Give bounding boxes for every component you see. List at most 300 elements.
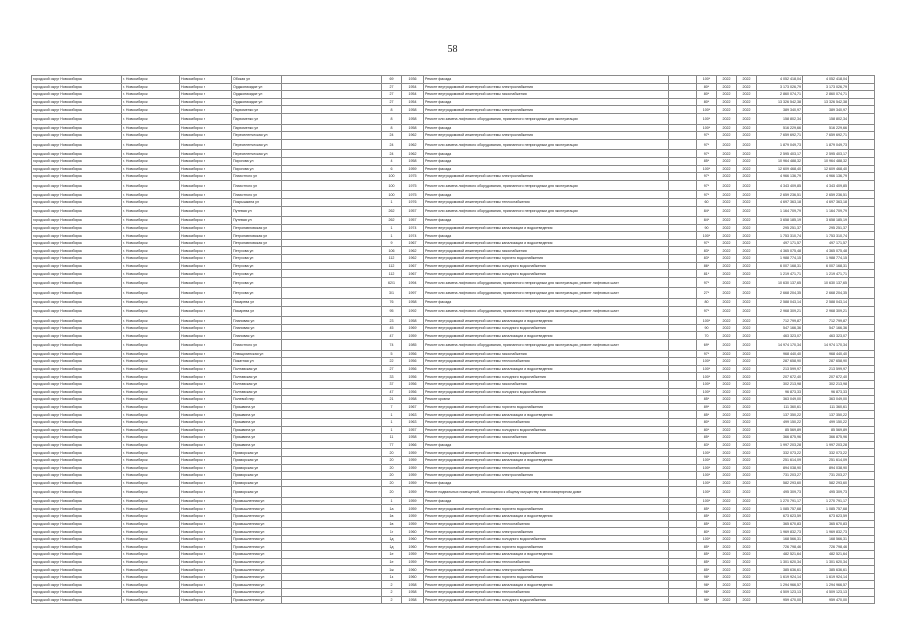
year-to-cell: 2022 — [737, 449, 757, 457]
table-row — [32, 255, 875, 263]
city-cell: Новосибирск г — [180, 247, 232, 255]
cost-total-cell: 499 150,22 — [757, 418, 803, 426]
year-from-cell: 2022 — [717, 76, 737, 84]
deterioration-cell: 98* — [697, 573, 717, 581]
street-cell: Переселенческая ул — [232, 132, 282, 140]
blank-cell — [282, 76, 382, 84]
street-cell: Пархоменко ул — [232, 113, 282, 124]
year-to-cell: 2022 — [737, 487, 757, 498]
city-cell: Новосибирск г — [180, 365, 232, 373]
blank-cell — [282, 411, 382, 419]
cost-total-cell: 673 623,59 — [757, 513, 803, 521]
municipality-cell: городской округ Новосибирск — [32, 479, 122, 487]
year-from-cell: 2022 — [717, 464, 737, 472]
extra-cell — [669, 165, 697, 173]
city-cell: Новосибирск г — [180, 513, 232, 521]
blank-cell — [849, 513, 875, 521]
table-row — [32, 411, 875, 419]
street-cell: Путевая ул — [232, 217, 282, 225]
year-to-cell: 2022 — [737, 262, 757, 270]
street-cell: Приморская ул — [232, 487, 282, 498]
municipality-cell: городской округ Новосибирск — [32, 581, 122, 589]
street-cell: Приморская ул — [232, 464, 282, 472]
blank-cell — [282, 441, 382, 449]
table-row — [32, 449, 875, 457]
municipality-cell: городской округ Новосибирск — [32, 373, 122, 381]
work-type-cell: Ремонт внутридомовой инженерной системы электроснабжения — [424, 173, 669, 181]
extra-cell — [669, 83, 697, 91]
cost-fund-cell: 287 658,90 — [803, 358, 849, 366]
year-cell: 1969 — [402, 324, 424, 332]
table-row — [32, 513, 875, 521]
street-cell: Промышленная ул — [232, 543, 282, 551]
work-type-cell: Ремонт фасада — [424, 165, 669, 173]
street-cell: Пирогова ул — [232, 157, 282, 165]
work-type-cell: Ремонт внутридомовой инженерной системы горячего водоснабжения — [424, 403, 669, 411]
house-cell: 1ж — [382, 566, 402, 574]
blank-cell — [282, 270, 382, 278]
work-type-cell: Ремонт внутридомовой инженерной системы электроснабжения — [424, 472, 669, 480]
locality-cell: г. Новосибирск — [122, 350, 180, 358]
year-to-cell: 2022 — [737, 426, 757, 434]
extra-cell — [669, 262, 697, 270]
year-cell: 1962 — [402, 255, 424, 263]
locality-cell: г. Новосибирск — [122, 277, 180, 288]
work-type-cell: Ремонт внутридомовой инженерной системы канализации и водоотведения — [424, 239, 669, 247]
cost-fund-cell: 85 569,89 — [803, 426, 849, 434]
cost-fund-cell: 13 326 542,38 — [803, 98, 849, 106]
cost-fund-cell: 2 588 043,14 — [803, 299, 849, 307]
municipality-cell: городской округ Новосибирск — [32, 262, 122, 270]
city-cell: Новосибирск г — [180, 380, 232, 388]
page-number: 58 — [447, 44, 458, 55]
table-row — [32, 198, 875, 206]
house-cell: 22 — [382, 358, 402, 366]
blank-cell — [849, 589, 875, 597]
cost-fund-cell: 1 753 310,74 — [803, 232, 849, 240]
blank-cell — [849, 247, 875, 255]
blank-cell — [282, 350, 382, 358]
cost-total-cell: 85 569,89 — [757, 426, 803, 434]
year-cell: 1992 — [402, 306, 424, 317]
year-cell: 1963 — [402, 418, 424, 426]
house-cell: 1в — [382, 520, 402, 528]
table-body — [32, 76, 875, 604]
blank-cell — [849, 157, 875, 165]
locality-cell: г. Новосибирск — [122, 191, 180, 199]
table-row — [32, 332, 875, 340]
blank-cell — [849, 403, 875, 411]
house-cell: 20 — [382, 487, 402, 498]
locality-cell: г. Новосибирск — [122, 124, 180, 132]
blank-cell — [849, 418, 875, 426]
deterioration-cell: 80* — [697, 418, 717, 426]
blank-cell — [849, 198, 875, 206]
table-row — [32, 558, 875, 566]
extra-cell — [669, 124, 697, 132]
municipality-cell: городской округ Новосибирск — [32, 528, 122, 536]
table-row — [32, 340, 875, 351]
table-row — [32, 426, 875, 434]
table-row — [32, 589, 875, 597]
cost-fund-cell: 1 997 203,28 — [803, 441, 849, 449]
cost-total-cell: 1 619 924,14 — [757, 573, 803, 581]
municipality-cell: городской округ Новосибирск — [32, 180, 122, 191]
locality-cell: г. Новосибирск — [122, 358, 180, 366]
cost-fund-cell: 1 988 774,15 — [803, 255, 849, 263]
year-to-cell: 2022 — [737, 373, 757, 381]
house-cell: 24 — [382, 132, 402, 140]
year-to-cell: 2022 — [737, 198, 757, 206]
street-cell: Промышленная ул — [232, 528, 282, 536]
year-from-cell: 2022 — [717, 456, 737, 464]
municipality-cell: городской округ Новосибирск — [32, 441, 122, 449]
cost-total-cell: 731 203,27 — [757, 472, 803, 480]
city-cell: Новосибирск г — [180, 441, 232, 449]
street-cell: Промышленная ул — [232, 558, 282, 566]
cost-fund-cell: 673 623,59 — [803, 513, 849, 521]
work-type-cell: Ремонт внутридомовой инженерной системы холодного водоснабжения — [424, 324, 669, 332]
deterioration-cell: 80* — [697, 83, 717, 91]
work-type-cell: Ремонт внутридомовой инженерной системы газоснабжения — [424, 434, 669, 442]
city-cell: Новосибирск г — [180, 191, 232, 199]
work-type-cell: Ремонт или замена лифтового оборудования, признанного непригодным для эксплуатации — [424, 206, 669, 217]
extra-cell — [669, 388, 697, 396]
year-cell: 1956 — [402, 358, 424, 366]
street-cell: Пришвина ул — [232, 434, 282, 442]
deterioration-cell: 100* — [697, 487, 717, 498]
blank-cell — [849, 191, 875, 199]
locality-cell: г. Новосибирск — [122, 76, 180, 84]
year-cell: 1967 — [402, 270, 424, 278]
street-cell: Полтавская ул — [232, 373, 282, 381]
blank-cell — [849, 299, 875, 307]
house-cell: 1 — [382, 224, 402, 232]
deterioration-cell: 80* — [697, 98, 717, 106]
street-cell: Переселенческая ул — [232, 139, 282, 150]
locality-cell: г. Новосибирск — [122, 139, 180, 150]
work-type-cell: Ремонт или замена лифтового оборудования, признанного непригодным для эксплуатации, ремонт лифтовых шахт — [424, 277, 669, 288]
year-cell: 1958 — [402, 596, 424, 604]
work-type-cell: Ремонт внутридомовой инженерной системы горячего водоснабжения — [424, 255, 669, 263]
year-to-cell: 2022 — [737, 497, 757, 505]
cost-total-cell: 712 799,87 — [757, 317, 803, 325]
table-row — [32, 76, 875, 84]
deterioration-cell: 100* — [697, 456, 717, 464]
blank-cell — [849, 380, 875, 388]
cost-fund-cell: 2 860 074,71 — [803, 91, 849, 99]
deterioration-cell: 60 — [697, 198, 717, 206]
blank-cell — [282, 589, 382, 597]
blank-cell — [849, 497, 875, 505]
table-row — [32, 91, 875, 99]
extra-cell — [669, 91, 697, 99]
street-cell: Плющихинская ул — [232, 350, 282, 358]
year-cell: 1958 — [402, 317, 424, 325]
work-type-cell: Ремонт внутридомовой инженерной системы холодного водоснабжения — [424, 388, 669, 396]
city-cell: Новосибирск г — [180, 396, 232, 404]
cost-fund-cell: 251 614,09 — [803, 456, 849, 464]
work-type-cell: Ремонт фасада — [424, 299, 669, 307]
city-cell: Новосибирск г — [180, 288, 232, 299]
cost-fund-cell: 4 697 363,18 — [803, 198, 849, 206]
city-cell: Новосибирск г — [180, 106, 232, 114]
cost-total-cell: 2 659 236,51 — [757, 191, 803, 199]
cost-fund-cell: 1 270 791,17 — [803, 497, 849, 505]
deterioration-cell: 100* — [697, 472, 717, 480]
blank-cell — [282, 288, 382, 299]
street-cell: Пархоменко ул — [232, 106, 282, 114]
blank-cell — [849, 581, 875, 589]
year-from-cell: 2022 — [717, 441, 737, 449]
table-row — [32, 573, 875, 581]
year-from-cell: 2022 — [717, 132, 737, 140]
house-cell: 33 — [382, 373, 402, 381]
cost-total-cell: 365 670,83 — [757, 520, 803, 528]
house-cell: 8 — [382, 124, 402, 132]
table-row — [32, 262, 875, 270]
locality-cell: г. Новосибирск — [122, 180, 180, 191]
cost-fund-cell: 968 440,40 — [803, 350, 849, 358]
extra-cell — [669, 479, 697, 487]
year-to-cell: 2022 — [737, 206, 757, 217]
locality-cell: г. Новосибирск — [122, 83, 180, 91]
table-row — [32, 418, 875, 426]
year-to-cell: 2022 — [737, 217, 757, 225]
municipality-cell: городской округ Новосибирск — [32, 380, 122, 388]
work-type-cell: Ремонт внутридомовой инженерной системы канализации и водоотведения — [424, 317, 669, 325]
year-to-cell: 2022 — [737, 139, 757, 150]
year-to-cell: 2022 — [737, 91, 757, 99]
year-cell: 1958 — [402, 581, 424, 589]
year-cell: 1956 — [402, 388, 424, 396]
municipality-cell: городской округ Новосибирск — [32, 403, 122, 411]
deterioration-cell: 100* — [697, 365, 717, 373]
locality-cell: г. Новосибирск — [122, 472, 180, 480]
extra-cell — [669, 426, 697, 434]
street-cell: Обская ул — [232, 76, 282, 84]
blank-cell — [849, 317, 875, 325]
house-cell: 1в — [382, 513, 402, 521]
locality-cell: г. Новосибирск — [122, 239, 180, 247]
extra-cell — [669, 306, 697, 317]
year-to-cell: 2022 — [737, 472, 757, 480]
table-row — [32, 358, 875, 366]
extra-cell — [669, 487, 697, 498]
year-cell: 1936 — [402, 76, 424, 84]
municipality-cell: городской округ Новосибирск — [32, 497, 122, 505]
year-cell: 1960 — [402, 528, 424, 536]
locality-cell: г. Новосибирск — [122, 464, 180, 472]
deterioration-cell: 100* — [697, 388, 717, 396]
blank-cell — [849, 388, 875, 396]
table-row — [32, 83, 875, 91]
work-type-cell: Ремонт внутридомовой инженерной системы холодного водоснабжения — [424, 373, 669, 381]
year-to-cell: 2022 — [737, 255, 757, 263]
table-row — [32, 505, 875, 513]
city-cell: Новосибирск г — [180, 277, 232, 288]
year-from-cell: 2022 — [717, 396, 737, 404]
house-cell: 62/1 — [382, 277, 402, 288]
municipality-cell: городской округ Новосибирск — [32, 247, 122, 255]
municipality-cell: городской округ Новосибирск — [32, 505, 122, 513]
deterioration-cell: 85* — [697, 157, 717, 165]
locality-cell: г. Новосибирск — [122, 150, 180, 158]
deterioration-cell: 90 — [697, 224, 717, 232]
year-cell: 1957 — [402, 217, 424, 225]
cost-fund-cell: 516 229,66 — [803, 124, 849, 132]
deterioration-cell: 80 — [697, 299, 717, 307]
table-row — [32, 299, 875, 307]
year-cell: 1960 — [402, 573, 424, 581]
year-to-cell: 2022 — [737, 277, 757, 288]
cost-fund-cell: 2 668 204,35 — [803, 288, 849, 299]
blank-cell — [282, 324, 382, 332]
municipality-cell: городской округ Новосибирск — [32, 418, 122, 426]
deterioration-cell: 100* — [697, 317, 717, 325]
locality-cell: г. Новосибирск — [122, 558, 180, 566]
blank-cell — [849, 411, 875, 419]
street-cell: Орджоникидзе ул — [232, 91, 282, 99]
work-type-cell: Ремонт внутридомовой инженерной системы газоснабжения — [424, 247, 669, 255]
locality-cell: г. Новосибирск — [122, 198, 180, 206]
extra-cell — [669, 299, 697, 307]
year-from-cell: 2022 — [717, 239, 737, 247]
blank-cell — [282, 124, 382, 132]
deterioration-cell: 90 — [697, 324, 717, 332]
year-to-cell: 2022 — [737, 132, 757, 140]
year-to-cell: 2022 — [737, 324, 757, 332]
year-cell: 1959 — [402, 513, 424, 521]
house-cell: 2 — [382, 596, 402, 604]
city-cell: Новосибирск г — [180, 566, 232, 574]
cost-total-cell: 168 566,31 — [757, 535, 803, 543]
blank-cell — [849, 566, 875, 574]
deterioration-cell: 85* — [697, 520, 717, 528]
house-cell: 1е — [382, 551, 402, 559]
table-row — [32, 224, 875, 232]
locality-cell: г. Новосибирск — [122, 113, 180, 124]
street-cell: Писарева ул — [232, 299, 282, 307]
blank-cell — [282, 558, 382, 566]
extra-cell — [669, 441, 697, 449]
work-type-cell: Ремонт фасада — [424, 76, 669, 84]
year-cell: 1959 — [402, 505, 424, 513]
extra-cell — [669, 150, 697, 158]
table-row — [32, 472, 875, 480]
year-from-cell: 2022 — [717, 232, 737, 240]
municipality-cell: городской округ Новосибирск — [32, 456, 122, 464]
cost-total-cell: 497 171,57 — [757, 239, 803, 247]
year-to-cell: 2022 — [737, 150, 757, 158]
cost-fund-cell: 4 365 075,48 — [803, 247, 849, 255]
cost-fund-cell: 14 974 170,34 — [803, 340, 849, 351]
street-cell: Петухова ул — [232, 277, 282, 288]
table-row — [32, 157, 875, 165]
extra-cell — [669, 396, 697, 404]
blank-cell — [849, 206, 875, 217]
deterioration-cell: 100* — [697, 535, 717, 543]
city-cell: Новосибирск г — [180, 332, 232, 340]
house-cell: 2 — [382, 581, 402, 589]
blank-cell — [282, 434, 382, 442]
city-cell: Новосибирск г — [180, 589, 232, 597]
locality-cell: г. Новосибирск — [122, 434, 180, 442]
deterioration-cell: 98* — [697, 589, 717, 597]
year-to-cell: 2022 — [737, 173, 757, 181]
extra-cell — [669, 505, 697, 513]
house-cell: 1 — [382, 411, 402, 419]
deterioration-cell: 98* — [697, 581, 717, 589]
blank-cell — [849, 255, 875, 263]
cost-fund-cell: 3 173 026,79 — [803, 83, 849, 91]
municipality-cell: городской округ Новосибирск — [32, 198, 122, 206]
extra-cell — [669, 365, 697, 373]
city-cell: Новосибирск г — [180, 165, 232, 173]
year-from-cell: 2022 — [717, 340, 737, 351]
cost-total-cell: 1 270 791,17 — [757, 497, 803, 505]
year-cell: 1959 — [402, 551, 424, 559]
locality-cell: г. Новосибирск — [122, 306, 180, 317]
table-row — [32, 528, 875, 536]
year-from-cell: 2022 — [717, 535, 737, 543]
year-cell: 1958 — [402, 124, 424, 132]
year-from-cell: 2022 — [717, 479, 737, 487]
cost-fund-cell: 389 340,97 — [803, 106, 849, 114]
extra-cell — [669, 528, 697, 536]
extra-cell — [669, 191, 697, 199]
street-cell: Пришвина ул — [232, 418, 282, 426]
blank-cell — [849, 340, 875, 351]
city-cell: Новосибирск г — [180, 350, 232, 358]
cost-total-cell: 3 658 185,19 — [757, 217, 803, 225]
extra-cell — [669, 411, 697, 419]
cost-fund-cell: 959 470,00 — [803, 596, 849, 604]
blank-cell — [282, 551, 382, 559]
year-to-cell: 2022 — [737, 380, 757, 388]
blank-cell — [849, 277, 875, 288]
deterioration-cell: 85* — [697, 558, 717, 566]
street-cell: Плахотного ул — [232, 191, 282, 199]
deterioration-cell: 85* — [697, 411, 717, 419]
deterioration-cell: 85* — [697, 566, 717, 574]
cost-total-cell: 726 798,46 — [757, 543, 803, 551]
locality-cell: г. Новосибирск — [122, 217, 180, 225]
extra-cell — [669, 76, 697, 84]
work-type-cell: Ремонт внутридомовой инженерной системы канализации и водоотведения — [424, 411, 669, 419]
city-cell: Новосибирск г — [180, 180, 232, 191]
year-to-cell: 2022 — [737, 157, 757, 165]
year-cell: 1960 — [402, 535, 424, 543]
house-cell: 74 — [382, 340, 402, 351]
city-cell: Новосибирск г — [180, 434, 232, 442]
year-from-cell: 2022 — [717, 596, 737, 604]
deterioration-cell: 100* — [697, 358, 717, 366]
locality-cell: г. Новосибирск — [122, 497, 180, 505]
blank-cell — [282, 317, 382, 325]
blank-cell — [282, 232, 382, 240]
cost-fund-cell: 332 073,22 — [803, 449, 849, 457]
deterioration-cell: 100* — [697, 373, 717, 381]
street-cell: Приморская ул — [232, 479, 282, 487]
municipality-cell: городской округ Новосибирск — [32, 520, 122, 528]
blank-cell — [849, 180, 875, 191]
extra-cell — [669, 380, 697, 388]
city-cell: Новосибирск г — [180, 83, 232, 91]
table-row — [32, 98, 875, 106]
municipality-cell: городской округ Новосибирск — [32, 396, 122, 404]
house-cell: 77 — [382, 441, 402, 449]
